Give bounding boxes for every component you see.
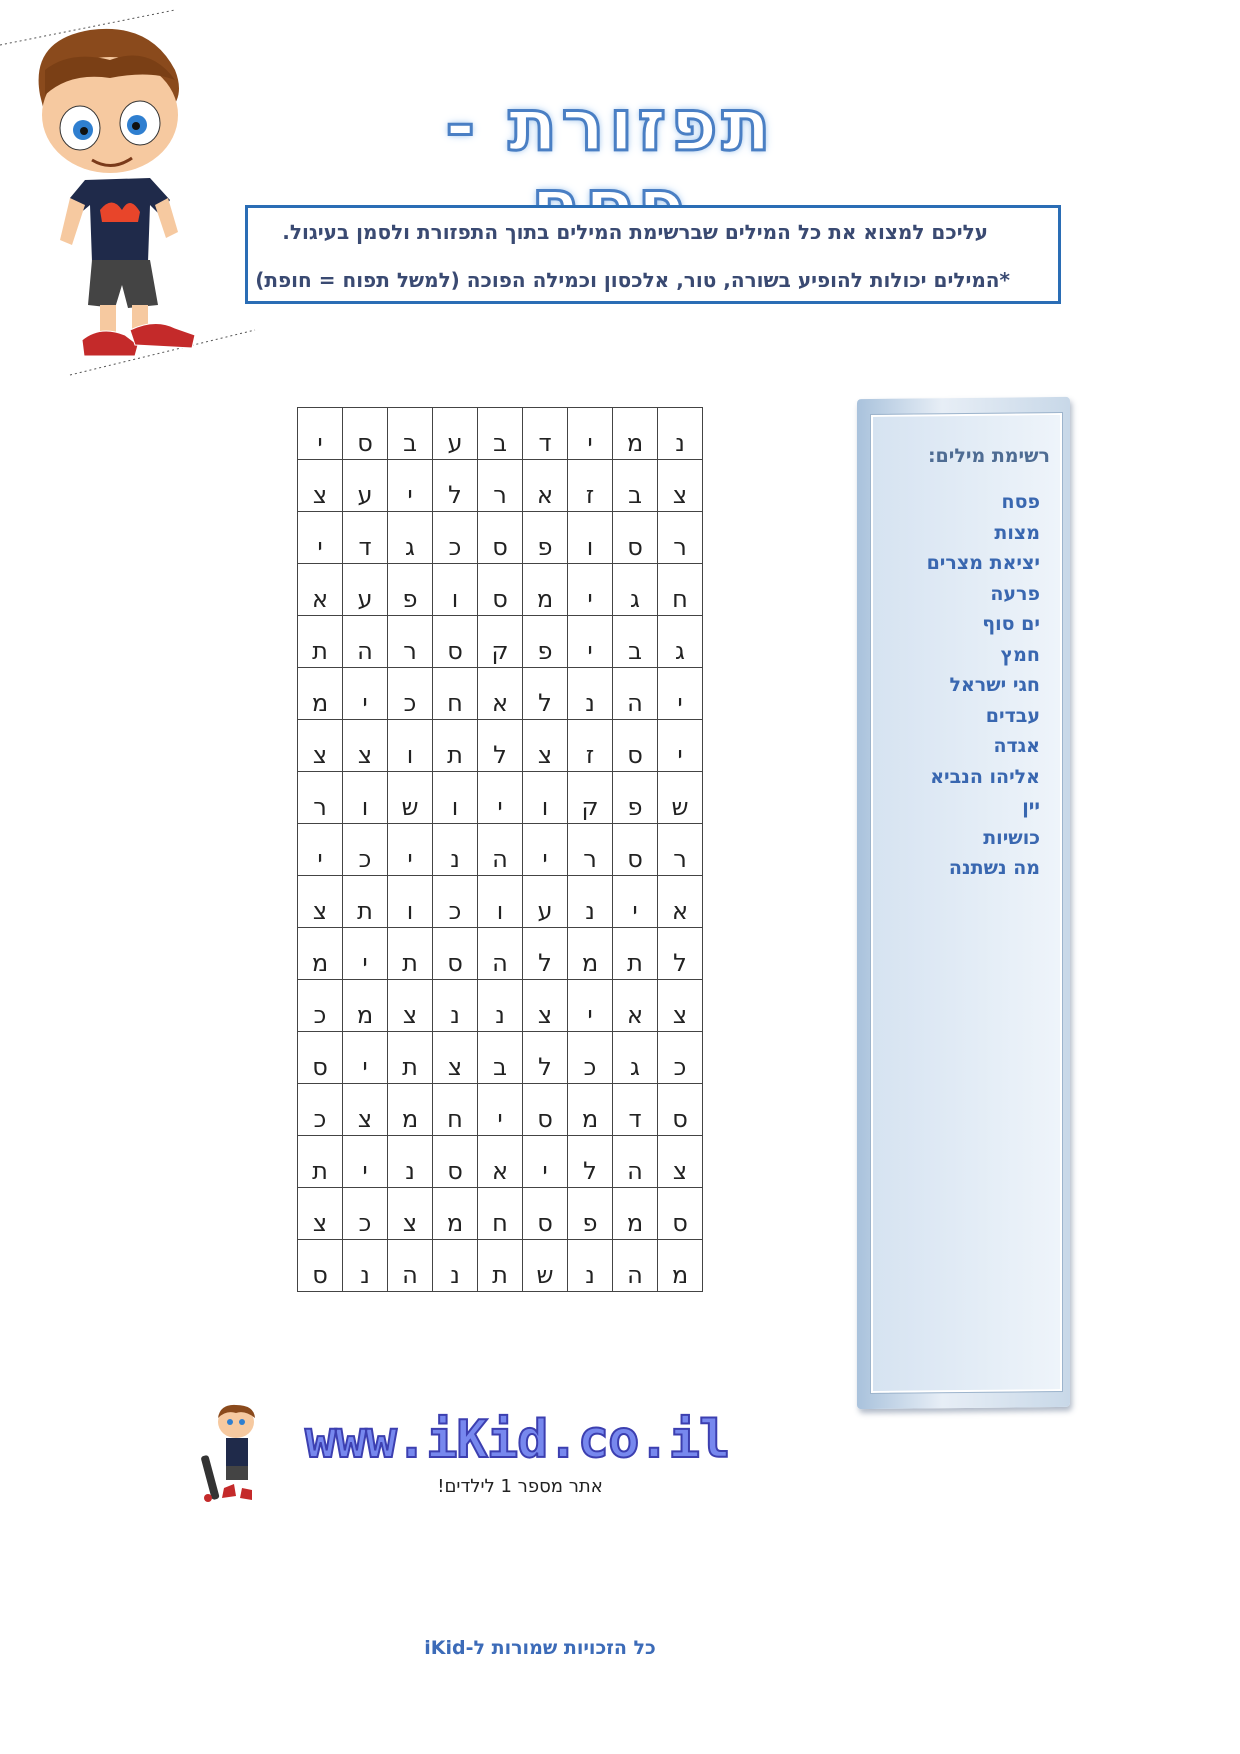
grid-cell[interactable]: י <box>343 928 388 980</box>
grid-cell[interactable]: פ <box>523 616 568 668</box>
grid-cell[interactable]: ס <box>343 408 388 460</box>
grid-cell[interactable]: י <box>478 1084 523 1136</box>
grid-cell[interactable]: נ <box>658 408 703 460</box>
grid-cell[interactable]: מ <box>298 928 343 980</box>
grid-cell[interactable]: ס <box>478 512 523 564</box>
grid-row <box>298 876 703 928</box>
grid-cell[interactable]: כ <box>343 824 388 876</box>
instructions-line-1: עליכם למצוא את כל המילים שברשימת המילים בתוך התפזורת ולסמן בעיגול. <box>282 220 988 244</box>
grid-cell[interactable]: ע <box>343 460 388 512</box>
grid-row <box>298 1240 703 1292</box>
grid-cell[interactable]: צ <box>298 1188 343 1240</box>
word-list-item: פסח <box>1001 491 1040 513</box>
grid-cell[interactable]: א <box>658 876 703 928</box>
grid-cell[interactable]: ס <box>433 928 478 980</box>
grid-cell[interactable]: מ <box>343 980 388 1032</box>
grid-cell[interactable]: ה <box>343 616 388 668</box>
grid-cell[interactable]: ה <box>613 1240 658 1292</box>
grid-cell[interactable]: ה <box>478 824 523 876</box>
grid-cell[interactable]: ל <box>433 460 478 512</box>
grid-cell[interactable]: ת <box>433 720 478 772</box>
word-list-item: ים סוף <box>982 613 1040 635</box>
grid-cell[interactable]: י <box>388 460 433 512</box>
grid-cell[interactable]: פ <box>388 564 433 616</box>
grid-cell[interactable]: נ <box>568 876 613 928</box>
grid-cell[interactable]: נ <box>478 980 523 1032</box>
cartoon-boy-illustration <box>0 0 260 380</box>
grid-cell[interactable]: פ <box>568 1188 613 1240</box>
grid-cell[interactable]: ב <box>388 408 433 460</box>
grid-cell[interactable]: ת <box>613 928 658 980</box>
grid-cell[interactable]: ר <box>658 512 703 564</box>
grid-cell[interactable]: כ <box>298 1084 343 1136</box>
grid-cell[interactable]: מ <box>433 1188 478 1240</box>
grid-cell[interactable]: צ <box>658 980 703 1032</box>
grid-cell[interactable]: ש <box>388 772 433 824</box>
grid-cell[interactable]: צ <box>523 980 568 1032</box>
grid-cell[interactable]: ו <box>343 772 388 824</box>
grid-cell[interactable]: ז <box>568 460 613 512</box>
grid-cell[interactable]: ר <box>388 616 433 668</box>
grid-cell[interactable]: ג <box>613 1032 658 1084</box>
word-list-item: יציאת מצרים <box>926 552 1040 574</box>
grid-cell[interactable]: ה <box>388 1240 433 1292</box>
instructions-line-2: *המילים יכולות להופיע בשורה, טור, אלכסון וכמילה הפוכה (למשל תפוח = חופת) <box>255 268 1010 292</box>
grid-cell[interactable]: ת <box>388 1032 433 1084</box>
word-list-item: אליהו הנביא <box>930 765 1040 788</box>
grid-cell[interactable]: נ <box>433 980 478 1032</box>
word-list-item: כושיות <box>983 826 1040 849</box>
grid-cell[interactable]: ו <box>433 564 478 616</box>
grid-cell[interactable]: ס <box>523 1084 568 1136</box>
grid-cell[interactable]: ו <box>568 512 613 564</box>
grid-row <box>298 1136 703 1188</box>
copyright-footer: כל הזכויות שמורות ל-iKid <box>424 1637 656 1659</box>
grid-cell[interactable]: ס <box>478 564 523 616</box>
grid-cell[interactable]: מ <box>568 928 613 980</box>
grid-row <box>298 460 703 512</box>
grid-cell[interactable]: ס <box>613 720 658 772</box>
site-logo-text: www.iKid.co.il <box>305 1410 730 1470</box>
grid-cell[interactable]: י <box>343 668 388 720</box>
grid-cell[interactable]: ל <box>478 720 523 772</box>
grid-cell[interactable]: י <box>568 408 613 460</box>
grid-cell[interactable]: ש <box>658 772 703 824</box>
grid-cell[interactable]: ר <box>478 460 523 512</box>
grid-cell[interactable]: ק <box>478 616 523 668</box>
grid-row <box>298 1084 703 1136</box>
grid-cell[interactable]: ל <box>523 1032 568 1084</box>
grid-cell[interactable]: נ <box>568 668 613 720</box>
grid-cell[interactable]: י <box>388 824 433 876</box>
grid-cell[interactable]: ז <box>568 720 613 772</box>
grid-cell[interactable]: ת <box>343 876 388 928</box>
grid-cell[interactable]: ד <box>613 1084 658 1136</box>
grid-cell[interactable]: ב <box>478 1032 523 1084</box>
grid-cell[interactable]: ה <box>478 928 523 980</box>
word-list-heading: רשימת מילים: <box>927 445 1050 467</box>
grid-cell[interactable]: ה <box>613 1136 658 1188</box>
grid-cell[interactable]: י <box>523 1136 568 1188</box>
grid-cell[interactable]: ע <box>343 564 388 616</box>
grid-cell[interactable]: י <box>613 876 658 928</box>
grid-cell[interactable]: כ <box>298 980 343 1032</box>
grid-cell[interactable]: ו <box>433 772 478 824</box>
grid-cell[interactable]: כ <box>568 1032 613 1084</box>
grid-cell[interactable]: כ <box>343 1188 388 1240</box>
grid-row <box>298 408 703 460</box>
grid-cell[interactable]: מ <box>568 1084 613 1136</box>
word-list-item: חמץ <box>1000 643 1040 666</box>
grid-cell[interactable]: נ <box>388 1136 433 1188</box>
grid-cell[interactable]: מ <box>658 1240 703 1292</box>
grid-cell[interactable]: ג <box>613 564 658 616</box>
grid-cell[interactable]: ח <box>433 1084 478 1136</box>
grid-cell[interactable]: נ <box>433 824 478 876</box>
grid-cell[interactable]: נ <box>568 1240 613 1292</box>
grid-cell[interactable]: מ <box>613 408 658 460</box>
grid-cell[interactable]: ע <box>433 408 478 460</box>
grid-cell[interactable]: צ <box>658 1136 703 1188</box>
grid-cell[interactable]: צ <box>388 980 433 1032</box>
grid-cell[interactable]: ר <box>658 824 703 876</box>
grid-cell[interactable]: ל <box>523 928 568 980</box>
grid-cell[interactable]: י <box>568 616 613 668</box>
grid-cell[interactable]: ה <box>613 668 658 720</box>
grid-cell[interactable]: ח <box>433 668 478 720</box>
grid-cell[interactable]: מ <box>298 668 343 720</box>
grid-row <box>298 980 703 1032</box>
word-list-item: יין <box>1022 796 1040 818</box>
grid-cell[interactable]: ו <box>388 876 433 928</box>
grid-cell[interactable]: א <box>523 460 568 512</box>
grid-cell[interactable]: ב <box>613 616 658 668</box>
grid-cell[interactable]: כ <box>433 512 478 564</box>
grid-cell[interactable]: נ <box>343 1240 388 1292</box>
grid-cell[interactable]: ל <box>658 928 703 980</box>
word-list-item: מה נשתנה <box>948 857 1040 879</box>
grid-cell[interactable]: כ <box>433 876 478 928</box>
grid-row <box>298 824 703 876</box>
grid-cell[interactable]: י <box>568 980 613 1032</box>
grid-cell[interactable]: צ <box>433 1032 478 1084</box>
grid-cell[interactable]: ק <box>568 772 613 824</box>
grid-row <box>298 668 703 720</box>
grid-cell[interactable]: צ <box>298 876 343 928</box>
grid-cell[interactable]: כ <box>658 1032 703 1084</box>
grid-cell[interactable]: ד <box>523 408 568 460</box>
grid-cell[interactable]: צ <box>388 1188 433 1240</box>
grid-cell[interactable]: צ <box>658 460 703 512</box>
grid-row <box>298 1032 703 1084</box>
word-list-item: אגדה <box>993 735 1040 757</box>
logo-mascot-icon <box>200 1400 270 1505</box>
grid-cell[interactable]: צ <box>298 460 343 512</box>
word-list-item: מצות <box>994 521 1040 544</box>
grid-cell[interactable]: ו <box>478 876 523 928</box>
grid-cell[interactable]: מ <box>388 1084 433 1136</box>
instructions-box <box>245 205 1061 304</box>
grid-cell[interactable]: א <box>478 668 523 720</box>
grid-cell[interactable]: י <box>343 1032 388 1084</box>
grid-cell[interactable]: ח <box>658 564 703 616</box>
grid-cell[interactable]: י <box>298 408 343 460</box>
grid-cell[interactable]: ר <box>568 824 613 876</box>
grid-cell[interactable]: י <box>298 824 343 876</box>
grid-cell[interactable]: ר <box>298 772 343 824</box>
grid-cell[interactable]: ס <box>658 1084 703 1136</box>
grid-row <box>298 772 703 824</box>
grid-cell[interactable]: ס <box>298 1240 343 1292</box>
grid-cell[interactable]: י <box>568 564 613 616</box>
word-list-item: עבדים <box>985 704 1040 727</box>
grid-cell[interactable]: ג <box>658 616 703 668</box>
grid-cell[interactable]: ת <box>298 616 343 668</box>
grid-row <box>298 928 703 980</box>
grid-cell[interactable]: י <box>658 720 703 772</box>
page-title: תפזורת - <box>445 83 775 167</box>
grid-cell[interactable]: צ <box>298 720 343 772</box>
word-search-grid <box>297 407 703 1292</box>
site-logo-subtitle: אתר מספר 1 לילדים! <box>437 1476 603 1497</box>
grid-cell[interactable]: צ <box>343 720 388 772</box>
grid-cell[interactable]: ס <box>433 616 478 668</box>
grid-cell[interactable]: ס <box>433 1136 478 1188</box>
grid-cell[interactable]: ש <box>523 1240 568 1292</box>
word-list-item: חגי ישראל <box>949 674 1040 696</box>
grid-cell[interactable]: י <box>343 1136 388 1188</box>
grid-cell[interactable]: ס <box>523 1188 568 1240</box>
grid-cell[interactable]: י <box>523 824 568 876</box>
grid-cell[interactable]: ד <box>343 512 388 564</box>
grid-cell[interactable]: ס <box>298 1032 343 1084</box>
word-list <box>870 445 1050 884</box>
grid-cell[interactable]: ס <box>658 1188 703 1240</box>
grid-cell[interactable]: א <box>478 1136 523 1188</box>
grid-row <box>298 512 703 564</box>
grid-cell[interactable]: ל <box>523 668 568 720</box>
grid-row <box>298 720 703 772</box>
grid-cell[interactable]: ת <box>298 1136 343 1188</box>
grid-cell[interactable]: מ <box>523 564 568 616</box>
grid-cell[interactable]: נ <box>433 1240 478 1292</box>
word-list-item: פרעה <box>990 582 1040 605</box>
grid-cell[interactable]: ב <box>478 408 523 460</box>
grid-cell[interactable]: ו <box>523 772 568 824</box>
grid-cell[interactable]: פ <box>613 772 658 824</box>
grid-cell[interactable]: י <box>658 668 703 720</box>
grid-cell[interactable]: ע <box>523 876 568 928</box>
grid-cell[interactable]: א <box>298 564 343 616</box>
grid-cell[interactable]: מ <box>613 1188 658 1240</box>
grid-cell[interactable]: ו <box>388 720 433 772</box>
grid-cell[interactable]: ב <box>613 460 658 512</box>
grid-cell[interactable]: י <box>298 512 343 564</box>
grid-cell[interactable]: צ <box>343 1084 388 1136</box>
grid-cell[interactable]: ס <box>613 824 658 876</box>
grid-row <box>298 1188 703 1240</box>
grid-cell[interactable]: ס <box>613 512 658 564</box>
grid-cell[interactable]: פ <box>523 512 568 564</box>
grid-cell[interactable]: ח <box>478 1188 523 1240</box>
grid-row <box>298 564 703 616</box>
grid-cell[interactable]: ת <box>478 1240 523 1292</box>
grid-cell[interactable]: ת <box>388 928 433 980</box>
grid-row <box>298 616 703 668</box>
grid-cell[interactable]: ל <box>568 1136 613 1188</box>
grid-cell[interactable]: ג <box>388 512 433 564</box>
grid-cell[interactable]: י <box>478 772 523 824</box>
grid-cell[interactable]: א <box>613 980 658 1032</box>
grid-cell[interactable]: צ <box>523 720 568 772</box>
grid-cell[interactable]: כ <box>388 668 433 720</box>
